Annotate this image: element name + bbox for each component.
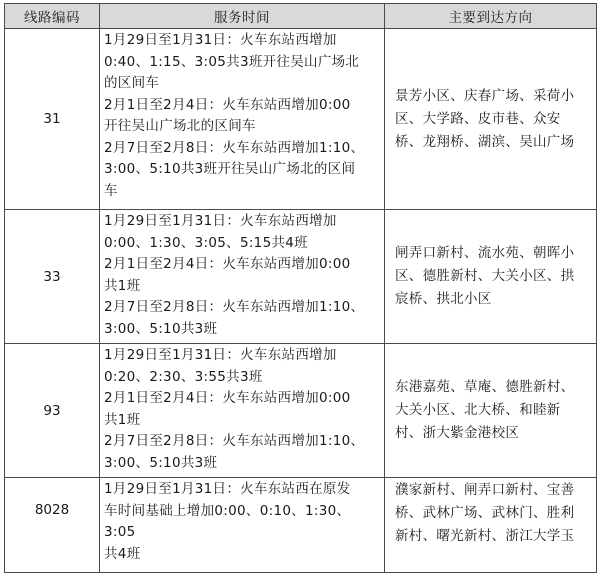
line-code-cell: 8028 — [5, 478, 100, 573]
service-period — [104, 479, 380, 565]
service-line: 2月7日至2月8日：火车东站西增加1:10、 — [104, 433, 365, 449]
destination-cell: 濮家新村、闸弄口新村、宝善桥、武林广场、武林门、胜利新村、曙光新村、浙江大学玉 — [385, 478, 597, 573]
service-line: 0:40、1:15、3:05共3班开往吴山广场北 — [104, 53, 360, 70]
table-row — [5, 29, 597, 210]
service-line: 1月29日至1月31日：火车东站西增加 — [104, 347, 337, 363]
service-line: 车时间基础上增加0:00、0:10、1:30、3:05 — [104, 502, 351, 540]
service-time-cell — [100, 210, 385, 344]
table-row — [5, 478, 597, 573]
service-line: 车 — [104, 182, 118, 199]
service-line: 0:20、2:30、3:55共3班 — [104, 368, 263, 385]
service-period — [104, 297, 380, 340]
service-period — [104, 211, 380, 254]
destination-cell: 景芳小区、庆春广场、采荷小区、大学路、皮市巷、众安桥、龙翔桥、湖滨、吴山广场 — [385, 29, 597, 210]
table-row — [5, 210, 597, 344]
header-destination: 主要到达方向 — [385, 4, 597, 29]
service-time-cell — [100, 29, 385, 210]
service-period — [104, 138, 380, 203]
service-line: 2月1日至2月4日：火车东站西增加0:00 — [104, 390, 351, 406]
service-period — [104, 431, 380, 474]
service-line: 共1班 — [104, 411, 141, 428]
header-line-code: 线路编码 — [5, 4, 100, 29]
service-line: 共4班 — [104, 545, 141, 562]
table-header-row — [5, 4, 597, 29]
service-line: 1月29日至1月31日：火车东站西增加 — [104, 213, 337, 229]
bus-schedule-table — [4, 3, 597, 573]
service-line: 2月1日至2月4日：火车东站西增加0:00 — [104, 256, 351, 272]
service-line: 1月29日至1月31日：火车东站西增加 — [104, 32, 337, 48]
line-code-cell: 33 — [5, 210, 100, 344]
service-line: 3:00、5:10共3班 — [104, 320, 218, 337]
line-code-cell: 31 — [5, 29, 100, 210]
service-line: 的区间车 — [104, 75, 160, 91]
service-period — [104, 30, 380, 95]
service-line: 2月7日至2月8日：火车东站西增加1:10、 — [104, 299, 365, 315]
service-time-cell — [100, 344, 385, 478]
destination-cell: 东港嘉苑、草庵、德胜新村、大关小区、北大桥、和睦新村、浙大紫金港校区 — [385, 344, 597, 478]
header-service-time: 服务时间 — [100, 4, 385, 29]
service-line: 2月1日至2月4日：火车东站西增加0:00 — [104, 96, 351, 113]
service-line: 3:00、5:10共3班开往吴山广场北的区间 — [104, 161, 356, 177]
service-line: 3:00、5:10共3班 — [104, 454, 218, 471]
service-line: 1月29日至1月31日：火车东站西在原发 — [104, 481, 351, 497]
destination-cell: 闸弄口新村、流水苑、朝晖小区、德胜新村、大关小区、拱宸桥、拱北小区 — [385, 210, 597, 344]
service-line: 开往吴山广场北的区间车 — [104, 118, 256, 134]
service-period — [104, 345, 380, 388]
service-period — [104, 254, 380, 297]
service-period — [104, 95, 380, 138]
service-line: 0:00、1:30、3:05、5:15共4班 — [104, 234, 308, 251]
table-row — [5, 344, 597, 478]
service-time-cell — [100, 478, 385, 573]
service-line: 共1班 — [104, 277, 141, 294]
service-period — [104, 388, 380, 431]
line-code-cell: 93 — [5, 344, 100, 478]
service-line: 2月7日至2月8日：火车东站西增加1:10、 — [104, 139, 365, 156]
